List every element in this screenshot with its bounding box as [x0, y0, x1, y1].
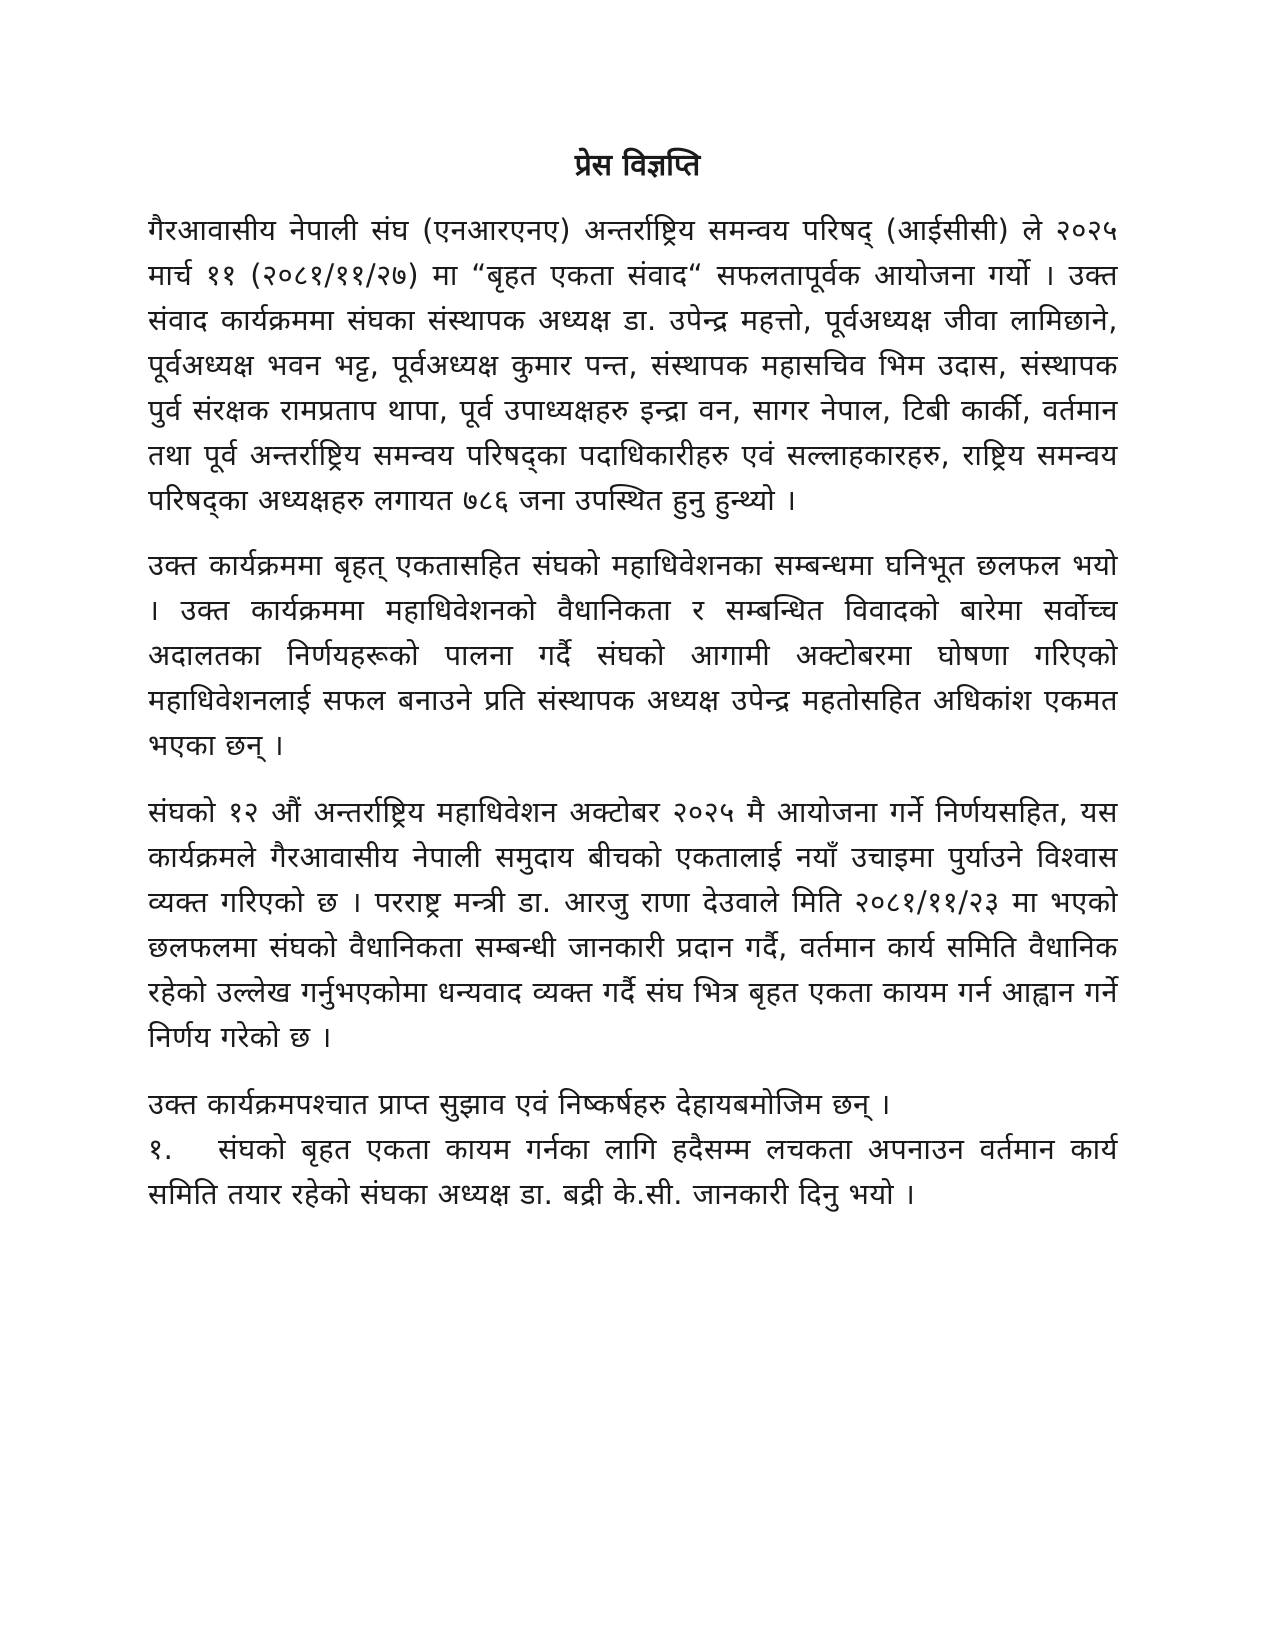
document-body	[148, 208, 1118, 1217]
paragraph-conclusions-intro: उक्त कार्यक्रमपश्चात प्राप्त सुझाव एवं निष्कर्षहरु देहायबमोजिम छन् ।	[148, 1087, 891, 1121]
paragraph-convention: संघको १२ औं अन्तर्राष्ट्रिय महाधिवेशन अक्टोबर २०२५ मै आयोजना गर्ने निर्णयसहित, यस कार्यक्रमले गैरआवासीय नेपाली समुदाय बीचको एकतालाई नयाँ उचाइमा पुर्याउने विश्वास व्यक्त गरिएको छ । परराष्ट्र मन्त्री डा. आरजु राणा देउवाले मिति २०८१/११/२३ मा भएको छलफलमा संघको वैधानिकता सम्बन्धी जानकारी प्रदान गर्दै, वर्तमान कार्य समिति वैधानिक रहेको उल्लेख गर्नुभएकोमा धन्यवाद व्यक्त गर्दै संघ भित्र बृहत एकता कायम गर्न आह्वान गर्ने निर्णय गरेको छ ।	[148, 795, 1118, 1054]
list-item-text: संघको बृहत एकता कायम गर्नका लागि हदैसम्म लचकता अपनाउन वर्तमान कार्य समिति तयार रहेको संघका अध्यक्ष डा. बद्री के.सी. जानकारी दिनु भयो ।	[148, 1132, 1118, 1211]
list-item	[148, 1127, 1118, 1217]
paragraph-intro: गैरआवासीय नेपाली संघ (एनआरएनए) अन्तर्राष्ट्रिय समन्वय परिषद् (आईसीसी) ले २०२५ मार्च ११ (२०८१/११/२७) मा “बृहत एकता संवाद“ सफलतापूर्वक आयोजना गर्यो । उक्त संवाद कार्यक्रममा संघका संस्थापक अध्यक्ष डा. उपेन्द्र महत्तो, पूर्वअध्यक्ष जीवा लामिछाने, पूर्वअध्यक्ष भवन भट्ट, पूर्वअध्यक्ष कुमार पन्त, संस्थापक महासचिव भिम उदास, संस्थापक पुर्व संरक्षक रामप्रताप थापा, पूर्व उपाध्यक्षहरु इन्द्रा वन, सागर नेपाल, टिबी कार्की, वर्तमान तथा पूर्व अन्तर्राष्ट्रिय समन्वय परिषद्का पदाधिकारीहरु एवं सल्लाहकारहरु, राष्ट्रिय समन्वय परिषद्का अध्यक्षहरु लगायत ७८६ जना उपस्थित हुनु हुन्थ्यो ।	[148, 213, 1118, 517]
paragraph-discussion: उक्त कार्यक्रममा बृहत् एकतासहित संघको महाधिवेशनका सम्बन्धमा घनिभूत छलफल भयो । उक्त कार्यक्रममा महाधिवेशनको वैधानिकता र सम्बन्धित विवादको बारेमा सर्वोच्च अदालतका निर्णयहरूको पालना गर्दै संघको आगामी अक्टोबरमा घोषणा गरिएको महाधिवेशनलाई सफल बनाउने प्रति संस्थापक अध्यक्ष उपेन्द्र महतोसहित अधिकांश एकमत भएका छन् ।	[148, 548, 1118, 762]
document-title: प्रेस विज्ञप्ति	[574, 148, 701, 183]
list-item-number: १.	[148, 1132, 174, 1166]
